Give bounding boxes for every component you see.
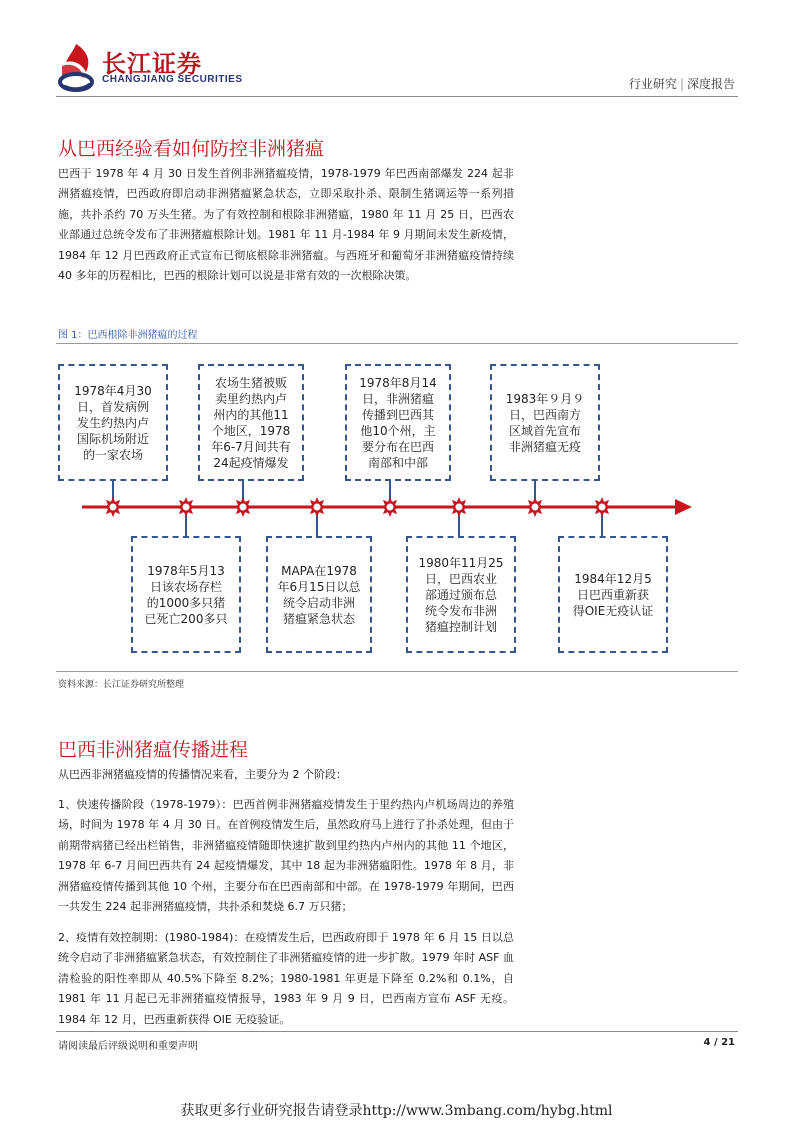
bottom-event-2-line-2: 年6月15日以总	[277, 579, 361, 594]
timeline-marker-bottom-4	[592, 497, 612, 517]
tag-industry-research: 行业研究	[628, 77, 677, 91]
top-event-2-line-5: 年6-7月间共有	[211, 439, 291, 454]
bottom-event-3-line-3: 部通过颁布总	[424, 587, 497, 602]
tag-separator: |	[679, 77, 684, 91]
figure-caption: 图 1：巴西根除非洲猪瘟的过程	[58, 330, 198, 341]
timeline-bottom-box-2	[266, 536, 372, 653]
timeline-top-box-3	[345, 364, 451, 481]
timeline-arrowhead	[675, 499, 692, 515]
bottom-event-1-line-2: 日该农场存栏	[149, 579, 222, 594]
top-event-2-line-3: 州内的其他11	[213, 407, 289, 422]
top-event-2-line-6: 24起疫情爆发	[213, 455, 289, 470]
top-event-1-line-4: 国际机场附近	[76, 431, 149, 446]
bottom-event-3-line-2: 日，巴西农业	[424, 571, 497, 586]
page-number: 4 / 21	[703, 1037, 735, 1048]
bottom-event-1-line-1: 1978年5月13	[147, 563, 225, 578]
top-event-3-line-6: 南部和中部	[367, 455, 428, 470]
timeline-top-box-2	[198, 364, 304, 481]
top-event-2-line-4: 个地区，1978	[211, 423, 291, 438]
top-event-3-line-5: 要分布在巴西	[361, 439, 434, 454]
stage-1-paragraph: 1、快速传播阶段（1978-1979）：巴西首例非洲猪瘟疫情发生于里约热内卢机场周边的养殖场，时间为 1978 年 4 月 30 日。在首例疫情发生后，虽然政府马上进行了扑杀处理，但由于前期带病猪已经出栏销售，非洲猪瘟疫情随即快速扩散到里约热内卢州内的其他 11 个地区，1978 年 6-7 月间巴西共有 24 起疫情爆发，其中 18 起为非洲猪瘟阳性。1978 年 8 月，非洲猪瘟疫情传播到其他 10 个州，主要分布在巴西南部和中部。在 1978-1979 年期间，巴西一共发生 224 起非洲猪瘟疫情，共扑杀和焚烧 6.7 万只猪；	[58, 798, 514, 914]
footer-disclaimer: 请阅读最后评级说明和重要声明	[58, 1041, 198, 1052]
timeline-bottom-box-3	[406, 536, 516, 653]
logo-chinese-name: 长江证券	[102, 50, 202, 78]
timeline-marker-bottom-3	[449, 497, 469, 517]
figure-source: 资料来源：长江证券研究所整理	[58, 680, 185, 690]
top-event-1-line-3: 发生约热内卢	[76, 415, 149, 430]
figure-top-rule	[56, 343, 738, 344]
bottom-event-2-line-4: 猪瘟紧急状态	[282, 611, 355, 626]
section-title-brazil-experience: 从巴西经验看如何防控非洲猪瘟	[58, 138, 325, 160]
top-event-3-line-3: 传播到巴西其	[361, 407, 434, 422]
timeline-marker-top-3	[380, 497, 400, 517]
bottom-event-3-line-1: 1980年11月25	[418, 555, 504, 570]
download-watermark: 获取更多行业研究报告请登录http://www.3mbang.com/hybg.html	[180, 1103, 613, 1119]
timeline-bottom-box-1	[131, 536, 241, 653]
top-event-2-line-2: 卖里约热内卢	[214, 391, 287, 406]
bottom-event-3-line-5: 猪瘟控制计划	[424, 619, 497, 634]
top-event-4-line-2: 日，巴西南方	[508, 407, 581, 422]
top-event-3-line-1: 1978年8月14	[359, 375, 437, 390]
section-intro: 从巴西非洲猪瘟疫情的传播情况来看，主要分为 2 个阶段：	[58, 768, 347, 781]
top-event-1-line-2: 日，首发病例	[76, 399, 149, 414]
stage-2-paragraph: 2、疫情有效控制期：(1980-1984)：在疫情发生后，巴西政府即于 1978 年 6 月 15 日以总统令启动了非洲猪瘟紧急状态，有效控制住了非洲猪瘟疫情的进一步扩散。1979 年时 ASF 血清检验的阳性率即从 40.5%下降至 8.2%；1980-1981 年更是下降至 0.2%和 0.1%，自 1981 年 11 月起已无非洲猪瘟疫情报导，1983 年 9 月 9 日，巴西南方宣布 ASF 无疫。1984 年 12 月，巴西重新获得 OIE 无疫验证。	[58, 931, 514, 1026]
timeline-marker-bottom-1	[176, 497, 196, 517]
figure-bottom-rule	[56, 671, 738, 672]
timeline-marker-bottom-2	[307, 497, 327, 517]
top-event-4-line-1: 1983年９月９	[505, 391, 585, 406]
top-event-3-line-4: 他10个州，主	[360, 423, 436, 438]
bottom-event-4-line-2: 日巴西重新获	[576, 587, 649, 602]
bottom-event-2-line-1: MAPA在1978	[281, 563, 357, 578]
bottom-event-2-line-3: 统令启动非洲	[282, 595, 355, 610]
section-paragraph: 巴西于 1978 年 4 月 30 日发生首例非洲猪瘟疫情，1978-1979 年巴西南部爆发 224 起非洲猪瘟疫情，巴西政府即启动非洲猪瘟紧急状态，立即采取扑杀、限制生猪调运等一系列措施，共扑杀约 70 万头生猪。为了有效控制和根除非洲猪瘟，1980 年 11 月 25 日，巴西农业部通过总统令发布了非洲猪瘟根除计划。1981 年 11 月-1984 年 9 月期间未发生新疫情，1984 年 12 月巴西政府正式宣布已彻底根除非洲猪瘟。与西班牙和葡萄牙非洲猪瘟疫情持续 40 多年的历程相比，巴西的根除计划可以说是非常有效的一次根除决策。	[58, 167, 514, 283]
tag-in-depth-report: 深度报告	[686, 77, 735, 91]
bottom-event-3-line-4: 统令发布非洲	[424, 603, 497, 618]
timeline-marker-top-2	[233, 497, 253, 517]
footer-divider	[56, 1031, 738, 1032]
top-event-4-line-4: 非洲猪瘟无疫	[508, 439, 581, 454]
timeline-top-box-1	[58, 364, 168, 481]
logo-english-name: CHANGJIANG SECURITIES	[102, 74, 243, 85]
timeline-top-box-4	[490, 364, 600, 481]
company-logo-icon	[56, 42, 96, 92]
top-event-1-line-1: 1978年4月30	[74, 383, 152, 398]
top-event-3-line-2: 日，非洲猪瘟	[361, 391, 434, 406]
section-title-spread-process: 巴西非洲猪瘟传播进程	[58, 739, 249, 761]
bottom-event-4-line-3: 得OIE无疫认证	[572, 603, 654, 618]
header-divider	[56, 96, 738, 97]
bottom-event-4-line-1: 1984年12月5	[574, 571, 652, 586]
timeline-marker-top-1	[103, 497, 123, 517]
top-event-2-line-1: 农场生猪被贩	[214, 375, 287, 390]
timeline-marker-top-4	[525, 497, 545, 517]
report-type-tags	[629, 75, 735, 92]
top-event-4-line-3: 区域首先宣布	[508, 423, 581, 438]
timeline-bottom-box-4	[558, 536, 668, 653]
top-event-1-line-5: 的一家农场	[82, 447, 143, 462]
bottom-event-1-line-3: 的1000多只猪	[146, 595, 226, 610]
bottom-event-1-line-4: 已死亡200多只	[144, 611, 228, 626]
